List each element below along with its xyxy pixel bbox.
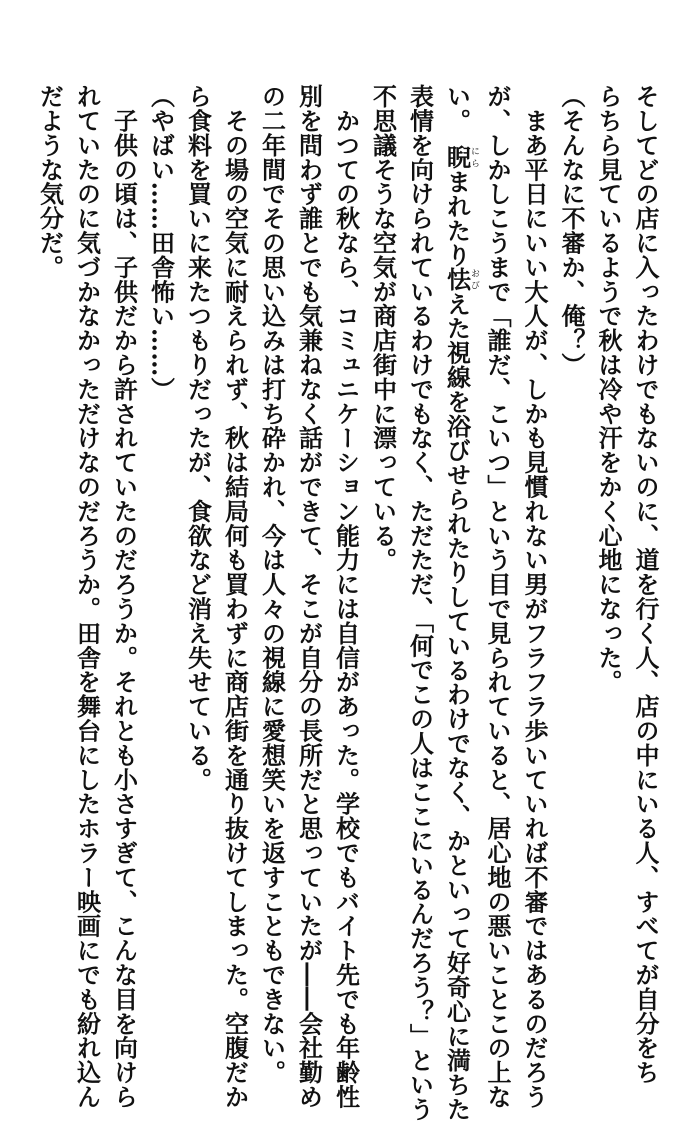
text-line: かつての秋なら、コミュニケーション能力には自信があった。学校でもバイト先でも年齢性 [331, 84, 361, 1109]
text-line: が、しかしこうまで「誰だ、こいつ」という目で見られていると、居心地の悪いことこの上な [483, 84, 512, 1109]
text-line: ら食料を買いに来たつもりだったが、食欲など消え失せている。 [183, 84, 213, 792]
text-line: 不思議そうな空気が商店街中に漂っている。 [368, 84, 398, 572]
ruby-reading: おび [469, 267, 479, 292]
text-line: 子供の頃は、子供だから許されていたのだろうか。それとも小さすぎて、こんな目を向けら [109, 84, 139, 1109]
text-line: の二年間でその思い込みは打ち砕かれ、今は人々の視線に愛想笑いを返すこともできない。 [257, 84, 287, 1085]
text-line: れていたのに気づかなかっただけなのだろうか。田舎を舞台にしたホラー映画にでも紛れ込ん [72, 84, 102, 1109]
ruby-base: 怯 [442, 267, 472, 292]
ruby-word [442, 145, 479, 170]
text-line: 別を問わず誰とでも気兼ねなく話ができて、そこが自分の長所だと思っていたが――会社勤め [294, 84, 324, 1109]
text-line-with-ruby [439, 84, 480, 1121]
text-line: まあ平日にいい大人が、しかも見慣れない男がフラフラ歩いていれば不審ではあるのだろう [520, 84, 549, 1109]
vertical-text-block [32, 84, 665, 1121]
text-line: （やばい……田舎怖い……） [146, 84, 176, 402]
text-segment: まれたり [442, 169, 472, 268]
text-line: その場の空気に耐えられず、秋は結局何も買わずに商店街を通り抜けてしまった。空腹だか [220, 84, 250, 1109]
text-segment: えた視線を浴びせられたりしているわけでなく、かといって好奇心に満ちた [442, 291, 472, 1121]
text-segment: い。 [442, 84, 472, 121]
text-line: 表情を向けられているわけでもなく、ただただ、「何でこの人はここにいるんだろう？」という [405, 84, 435, 1121]
text-line: そしてどの店に入ったわけでもないのに、道を行く人、店の中にいる人、すべてが自分をち [631, 84, 660, 1085]
ruby-reading: にら [469, 145, 479, 170]
text-line: （そんなに不審か、俺？） [557, 84, 586, 377]
text-line: らちら見ているようで秋は冷や汗をかく心地になった。 [594, 84, 623, 694]
ruby-word [442, 267, 479, 292]
ruby-base: 睨 [442, 145, 472, 170]
text-line: だような気分だ。 [35, 84, 65, 280]
